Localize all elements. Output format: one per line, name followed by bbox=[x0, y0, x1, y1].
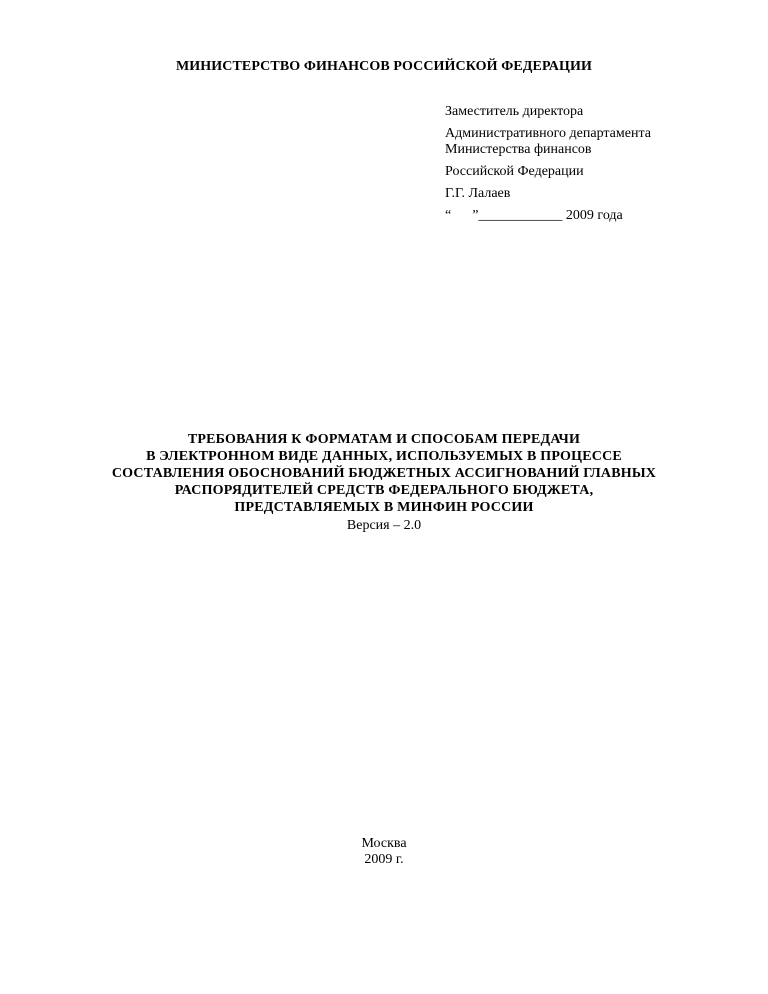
footer-city: Москва bbox=[361, 836, 407, 851]
title-line: ТРЕБОВАНИЯ К ФОРМАТАМ И СПОСОБАМ ПЕРЕДАЧИ bbox=[187, 432, 581, 447]
title-line: СОСТАВЛЕНИЯ ОБОСНОВАНИЙ БЮДЖЕТНЫХ АССИГНОВАНИЙ ГЛАВНЫХ bbox=[111, 466, 657, 481]
title-line: РАСПОРЯДИТЕЛЕЙ СРЕДСТВ ФЕДЕРАЛЬНОГО БЮДЖЕТА, bbox=[174, 483, 594, 498]
document-footer bbox=[0, 836, 768, 868]
approval-department-line2: Министерства финансов bbox=[445, 142, 592, 157]
approval-date-line: “ ”____________ 2009 года bbox=[445, 208, 623, 223]
approval-block bbox=[445, 104, 755, 224]
approval-department-line1: Административного департамента bbox=[445, 126, 651, 141]
approval-federation: Российской Федерации bbox=[445, 164, 584, 179]
document-version: Версия – 2.0 bbox=[346, 518, 422, 533]
document-title bbox=[0, 431, 768, 516]
title-line: ПРЕДСТАВЛЯЕМЫХ В МИНФИН РОССИИ bbox=[234, 500, 534, 515]
ministry-header: МИНИСТЕРСТВО ФИНАНСОВ РОССИЙСКОЙ ФЕДЕРАЦИИ bbox=[175, 59, 592, 74]
title-line: В ЭЛЕКТРОННОМ ВИДЕ ДАННЫХ, ИСПОЛЬЗУЕМЫХ В ПРОЦЕССЕ bbox=[146, 449, 622, 464]
approval-position: Заместитель директора bbox=[445, 104, 584, 119]
approval-signatory-name: Г.Г. Лалаев bbox=[445, 186, 511, 201]
footer-year: 2009 г. bbox=[364, 852, 404, 867]
